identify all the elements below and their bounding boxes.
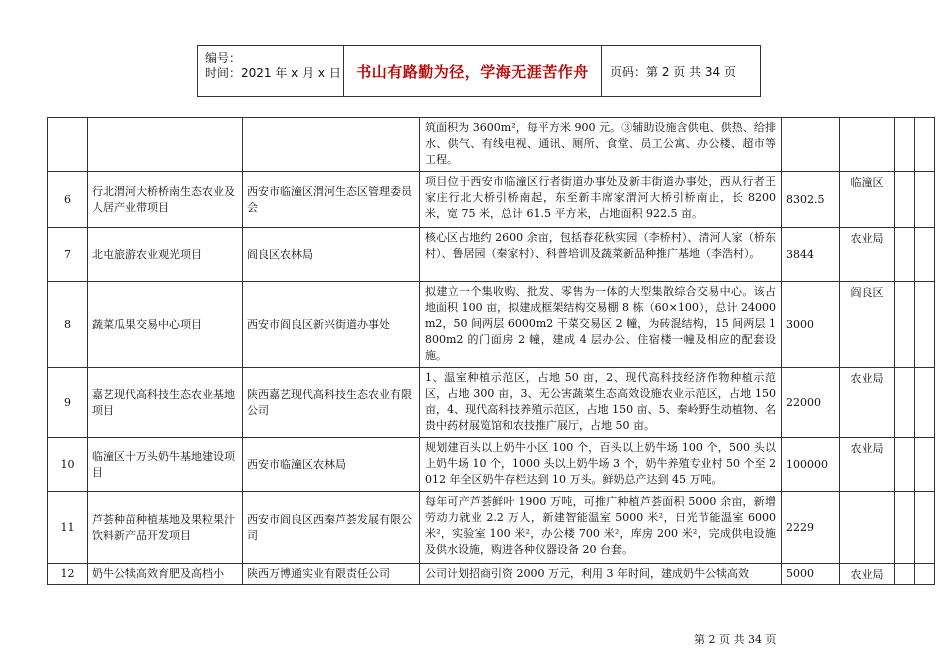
owner-unit: 阎良区农林局 [243,228,420,282]
responsible-department: 农业局 [840,228,895,282]
extra-column-1 [895,118,915,172]
row-number [48,118,88,172]
extra-column-1 [895,438,915,492]
row-number: 8 [48,282,88,368]
table-row [48,228,935,282]
project-name: 行北渭河大桥桥南生态农业及人居产业带项目 [88,172,243,228]
header-meta [198,46,344,96]
owner-unit: 西安市阎良区新兴街道办事处 [243,282,420,368]
extra-column-2 [915,228,935,282]
investment-amount: 8302.5 [782,172,840,228]
responsible-department [840,118,895,172]
extra-column-2 [915,282,935,368]
project-name: 蔬菜瓜果交易中心项目 [88,282,243,368]
table-row [48,282,935,368]
extra-column-2 [915,118,935,172]
owner-unit: 陕西万博通实业有限责任公司 [243,564,420,585]
extra-column-2 [915,368,935,438]
responsible-department: 农业局 [840,438,895,492]
extra-column-1 [895,564,915,585]
extra-column-2 [915,438,935,492]
project-description: 1、温室种植示范区，占地 50 亩，2、现代高科技经济作物种植示范区，占地 300 亩，3、无公害蔬菜生态高效设施农业示范区，占地 150 亩，4、现代高科技养殖示范区，占地 150 亩、5、秦岭野生动植物、名贵中药材展览馆和农技推广展厅，占地 50 亩。 [420,368,782,438]
code-label: 编号： [205,51,242,65]
header-motto: 书山有路勤为径，学海无涯苦作舟 [344,46,602,96]
row-number: 11 [48,492,88,564]
owner-unit: 西安市阎良区西秦芦荟发展有限公司 [243,492,420,564]
extra-column-1 [895,228,915,282]
project-description: 每年可产芦荟鲜叶 1900 万吨，可推广种植芦荟面积 5000 余亩，新增劳动力就业 2.2 万人，新建智能温室 5000 米²，日光节能温室 6000 米²，实验室 100 米²，办公楼 700 米²，库房 200 米²，完成供电设施及供水设施，购进各种仪器设备 20 台套。 [420,492,782,564]
responsible-department: 农业局 [840,368,895,438]
investment-amount: 5000 [782,564,840,585]
extra-column-1 [895,368,915,438]
investment-amount [782,118,840,172]
table-row [48,564,935,585]
project-name [88,118,243,172]
table-row [48,438,935,492]
project-description: 筑面积为 3600m²，每平方米 900 元。③辅助设施含供电、供热、给排水、供气、有线电视、通讯、厕所、食堂、员工公寓、办公楼、超市等工程。 [420,118,782,172]
project-name: 嘉艺现代高科技生态农业基地项目 [88,368,243,438]
extra-column-2 [915,172,935,228]
table-row [48,492,935,564]
row-number: 12 [48,564,88,585]
investment-amount: 2229 [782,492,840,564]
date-label: 时间：2021 年 x 月 x 日 [205,66,341,80]
project-description: 规划建百头以上奶牛小区 100 个，百头以上奶牛场 100 个，500 头以上奶牛场 10 个，1000 头以上奶牛场 3 个，奶牛养殖专业村 50 个至 2012 年全区奶牛存栏达到 10 万头。鲜奶总产达到 45 万吨。 [420,438,782,492]
owner-unit: 西安市临潼区渭河生态区管理委员会 [243,172,420,228]
row-number: 7 [48,228,88,282]
project-name: 芦荟种苗种植基地及果粒果汁饮料新产品开发项目 [88,492,243,564]
extra-column-1 [895,492,915,564]
responsible-department: 阎良区 [840,282,895,368]
project-description: 核心区占地约 2600 余亩，包括春花秋实园（李桥村）、清河人家（桥东村）、鲁居园（秦家村）、科普培训及蔬菜新品种推广基地（李浩村）。 [420,228,782,282]
responsible-department [840,492,895,564]
responsible-department: 农业局 [840,564,895,585]
owner-unit [243,118,420,172]
page-footer: 第 2 页 共 34 页 [694,633,777,646]
table-row [48,172,935,228]
extra-column-1 [895,282,915,368]
responsible-department: 临潼区 [840,172,895,228]
investment-amount: 3000 [782,282,840,368]
extra-column-1 [895,172,915,228]
table-row [48,368,935,438]
investment-amount: 22000 [782,368,840,438]
table-row [48,118,935,172]
row-number: 10 [48,438,88,492]
project-description: 项目位于西安市临潼区行者街道办事处及新丰街道办事处，西从行者王家庄行北大桥引桥南起，东至新丰席家渭河大桥引桥南止，长 8200 米，宽 75 米，总计 61.5 平方米，占地面积 922.5 亩。 [420,172,782,228]
extra-column-2 [915,492,935,564]
owner-unit: 西安市临潼区农林局 [243,438,420,492]
row-number: 9 [48,368,88,438]
project-description: 拟建立一个集收购、批发、零售为一体的大型集散综合交易中心。该占地面积 100 亩，拟建成框架结构交易棚 8 栋（60×100），总计 24000m2，50 间两层 6000m2 干菜交易区 2 幢，为砖混结构，15 间两层 1800m2 的门面房 2 幢，建成 4 层办公、住宿楼一幢及相应的配套设施。 [420,282,782,368]
investment-amount: 100000 [782,438,840,492]
extra-column-2 [915,564,935,585]
investment-amount: 3844 [782,228,840,282]
page-header [197,45,761,97]
project-description: 公司计划招商引资 2000 万元，利用 3 年时间，建成奶牛公犊高效 [420,564,782,585]
project-name: 奶牛公犊高效育肥及高档小 [88,564,243,585]
project-name: 临潼区十万头奶牛基地建设项目 [88,438,243,492]
row-number: 6 [48,172,88,228]
project-table [47,117,935,585]
owner-unit: 陕西嘉艺现代高科技生态农业有限公司 [243,368,420,438]
project-name: 北屯旅游农业观光项目 [88,228,243,282]
header-page-number: 页码：第 2 页 共 34 页 [610,64,736,79]
